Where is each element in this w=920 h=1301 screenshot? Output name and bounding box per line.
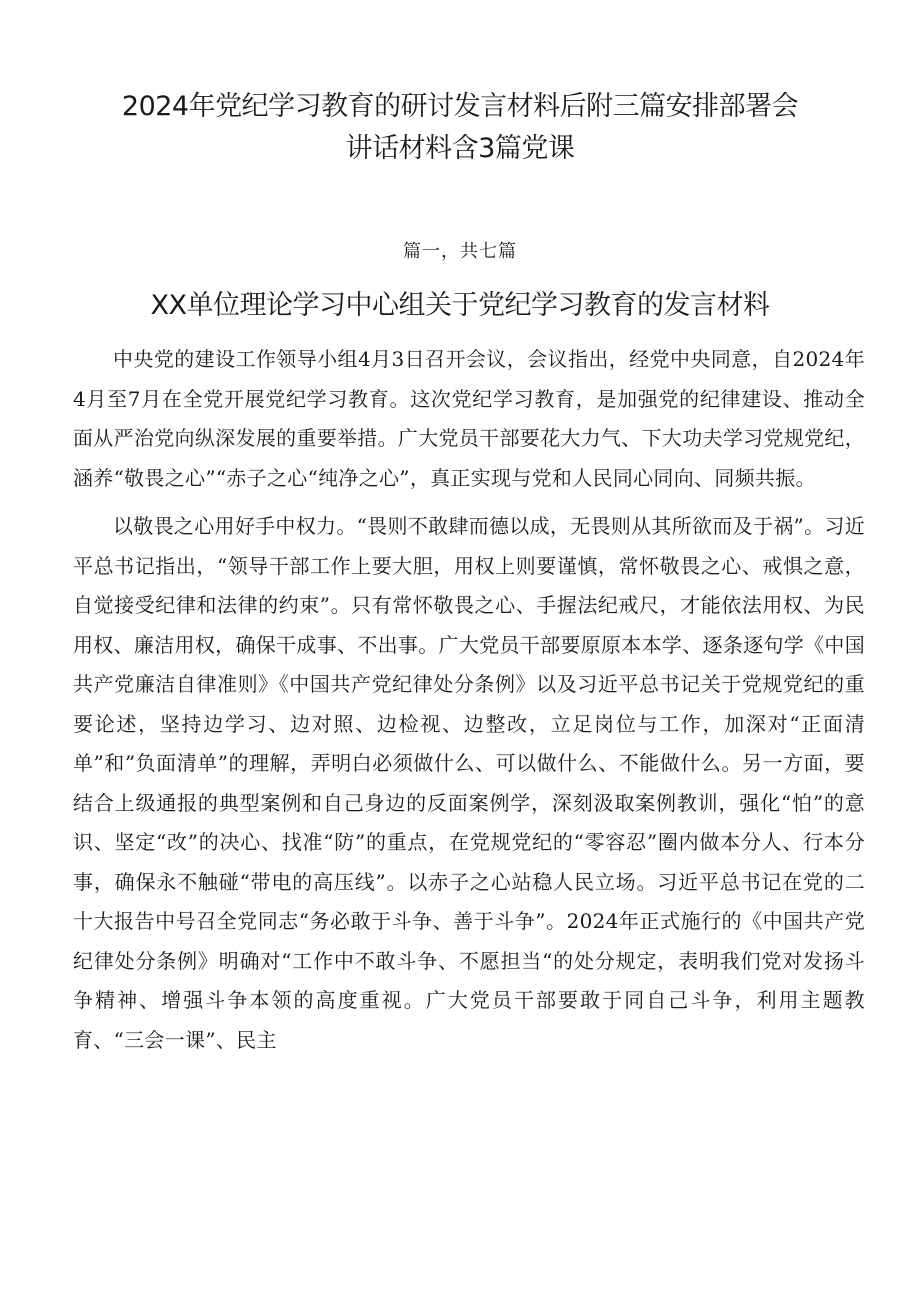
body-paragraph: 以敬畏之心用好手中权力。“畏则不敢肆而德以成，无畏则从其所欲而及于祸”。习近平总书记指出，“领导干部工作上要大胆，用权上则要谨慎，常怀敬畏之心、戒惧之意，自觉接受纪律和法律的约束”。只有常怀敬畏之心、手握法纪戒尺，才能依法用权、为民用权、廉洁用权，确保干成事、不出事。广大党员干部要原原本本学、逐条逐句学《中国共产党廉洁自律准则》《中国共产党纪律处分条例》以及习近平总书记关于党规党纪的重要论述，坚持边学习、边对照、边检视、边整改，立足岗位与工作，加深对“正面清单”和”负面清单”的理解，弄明白必须做什么、可以做什么、不能做什么。另一方面，要结合上级通报的典型案例和自己身边的反面案例学，深刻汲取案例教训，强化“怕”的意识、坚定“改”的决心、找准“防”的重点，在党规党纪的“零容忍”圈内做本分人、行本分事，确保永不触碰“带电的高压线”。以赤子之心站稳人民立场。习近平总书记在党的二十大报告中号召全党同志“务必敢于斗争、善于斗争”。2024年正式施行的《中国共产党纪律处分条例》明确对“工作中不敢斗争、不愿担当“的处分规定，表明我们党对发扬斗争精神、增强斗争本领的高度重视。广大党员干部要敢于同自己斗争，利用主题教育、“三会一课”、民主 — [73, 514, 865, 1052]
body-paragraph: 中央党的建设工作领导小组4月3日召开会议，会议指出，经党中央同意，自2024年4月至7月在全党开展党纪学习教育。这次党纪学习教育，是加强党的纪律建设、推动全面从严治党向纵深发展的重要举措。广大党员干部要花大力气、下大功夫学习党规党纪，涵养“敬畏之心”“赤子之心“纯净之心”，真正实现与党和人民同心同向、同频共振。 — [73, 347, 865, 490]
article-title: XX单位理论学习中心组关于党纪学习教育的发言材料 — [150, 290, 770, 321]
document-title: 2024年党纪学习教育的研讨发言材料后附三篇安排部署会讲话材料含3篇党课 — [121, 91, 799, 164]
section-label: 篇一，共七篇 — [403, 241, 517, 262]
article-body — [73, 340, 865, 1069]
